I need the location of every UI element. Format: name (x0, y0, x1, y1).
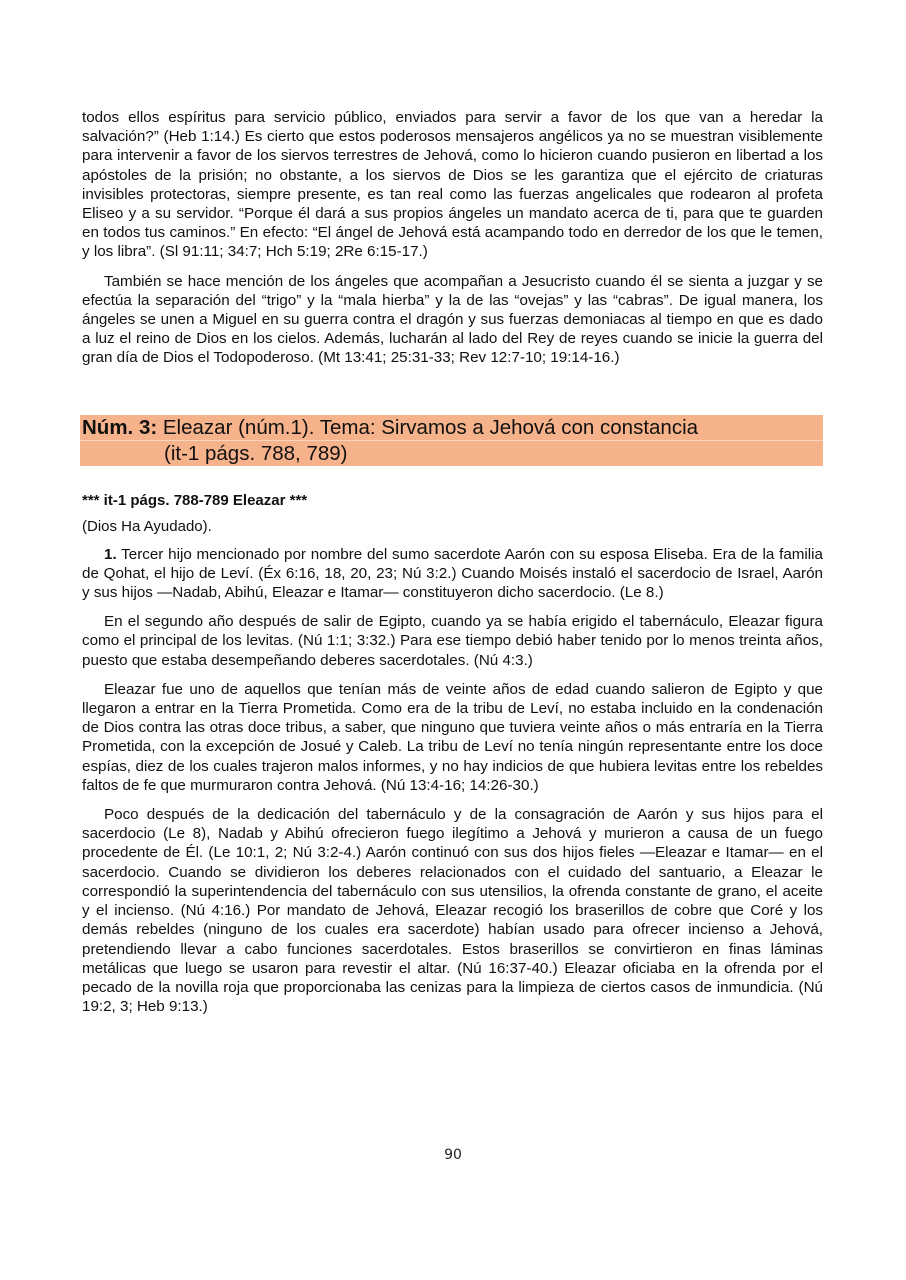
article-reference: *** it-1 págs. 788-789 Eleazar *** (82, 491, 308, 509)
page-content (82, 108, 823, 1026)
continued-paragraph: todos ellos espíritus para servicio público, enviados para servir a favor de los que van a heredar la salvación?” (Heb 1:14.) Es cierto que estos poderosos mensajeros angélicos ya no se muestran visiblemente para intervenir a favor de los siervos terrestres de Jehová, como lo hicieron cuando pusieron en libertad a los apóstoles de la prisión; no obstante, a los siervos de Dios se les garantiza que el ejército de criaturas invisibles protectoras, siempre presente, es tan real como las fuerzas angelicales que rodearon al profeta Eliseo y a su servidor. “Porque él dará a sus propios ángeles un mandato acerca de ti, para que te guarden en todos tus caminos.” En efecto: “El ángel de Jehová está acampando todo en derredor de los que le temen, y los libra”. (Sl 91:11; 34:7; Hch 5:19; 2Re 6:15-17.) (82, 109, 823, 261)
entry-text: Tercer hijo mencionado por nombre del sumo sacerdote Aarón con su esposa Eliseba. Era de la familia de Qohat, el hijo de Leví. (Éx 6:16, 18, 20, 23; Nú 3:2.) Cuando Moisés instaló el sacerdocio de Israel, Aarón y sus hijos —Nadab, Abihú, Eleazar e Itamar— constituyeron dicho sacerdocio. (Le 8.) (82, 545, 823, 602)
heading-title: Eleazar (núm.1). Tema: Sirvamos a Jehová con constancia (157, 415, 699, 439)
angels-paragraph: También se hace mención de los ángeles que acompañan a Jesucristo cuando él se sienta a juzgar y se efectúa la separación del “trigo” y la “mala hierba” y la de las “ovejas” y las “cabras”. De igual manera, los ángeles se unen a Miguel en su guerra contra el dragón y sus fuerzas demoniacas al tiempo en que es dado a luz el reino de Dios en los cielos. Además, lucharán al lado del Rey de reyes cuando se inicie la guerra del gran día de Dios el Todopoderoso. (Mt 13:41; 25:31-33; Rev 12:7-10; 19:14-16.) (82, 272, 823, 367)
article-paragraph-1 (82, 545, 823, 603)
section-heading (80, 415, 823, 466)
article-paragraph-4: Poco después de la dedicación del tabernáculo y de la consagración de Aarón y sus hijos para el sacerdocio (Le 8), Nadab y Abihú ofrecieron fuego ilegítimo a Jehová y murieron a causa de un fuego procedente de Él. (Le 10:1, 2; Nú 3:2-4.) Aarón continuó con sus dos hijos fieles —Eleazar e Itamar— en el sacerdocio. Cuando se dividieron los deberes relacionados con el cuidado del santuario, a Eleazar le correspondió la superintendencia del tabernáculo con sus utensilios, la ofrenda constante de grano, el aceite y el incienso. (Nú 4:16.) Por mandato de Jehová, Eleazar recogió los braserillos de cobre que Coré y los demás rebeldes (ninguno de los cuales era sacerdote) habían usado para ofrecer incienso a Jehová, pretendiendo llevar a cabo funciones sacerdotales. Estos braserillos se convirtieron en finas láminas metálicas que luego se usaron para revestir el altar. (Nú 16:37-40.) Eleazar oficiaba en la ofrenda por el pecado de la novilla roja que proporcionaba las cenizas para la limpieza de ciertos casos de inmundicia. (Nú 19:2, 3; Heb 9:13.) (82, 806, 823, 1016)
entry-number: 1. (104, 545, 117, 563)
article-paragraph-2: En el segundo año después de salir de Egipto, cuando ya se había erigido el tabernáculo, Eleazar figura como el principal de los levitas. (Nú 1:1; 3:32.) Para ese tiempo debió haber tenido por lo menos treinta años, puesto que estaba desempeñando deberes sacerdotales. (Nú 4:3.) (82, 613, 823, 669)
heading-reference: (it-1 págs. 788, 789) (80, 440, 823, 466)
heading-title-line (80, 415, 823, 440)
page-number: 90 (444, 1147, 462, 1163)
article-subtitle: (Dios Ha Ayudado). (82, 517, 212, 535)
article-paragraph-3: Eleazar fue uno de aquellos que tenían más de veinte años de edad cuando salieron de Egipto y que llegaron a entrar en la Tierra Prometida. Como era de la tribu de Leví, no estaba incluido en la condenación de Dios contra las otras doce tribus, a saber, que ninguno que tuviera veinte años o más entraría en la Tierra Prometida, con la excepción de Josué y Caleb. La tribu de Leví no tenía ningún representante entre los doce espías, diez de los cuales trajeron malos informes, y no hay indicios de que hubiera levitas entre los rebeldes faltos de fe que murmuraron contra Jehová. (Nú 13:4-16; 14:26-30.) (82, 680, 823, 794)
heading-number: Núm. 3: (82, 415, 158, 439)
